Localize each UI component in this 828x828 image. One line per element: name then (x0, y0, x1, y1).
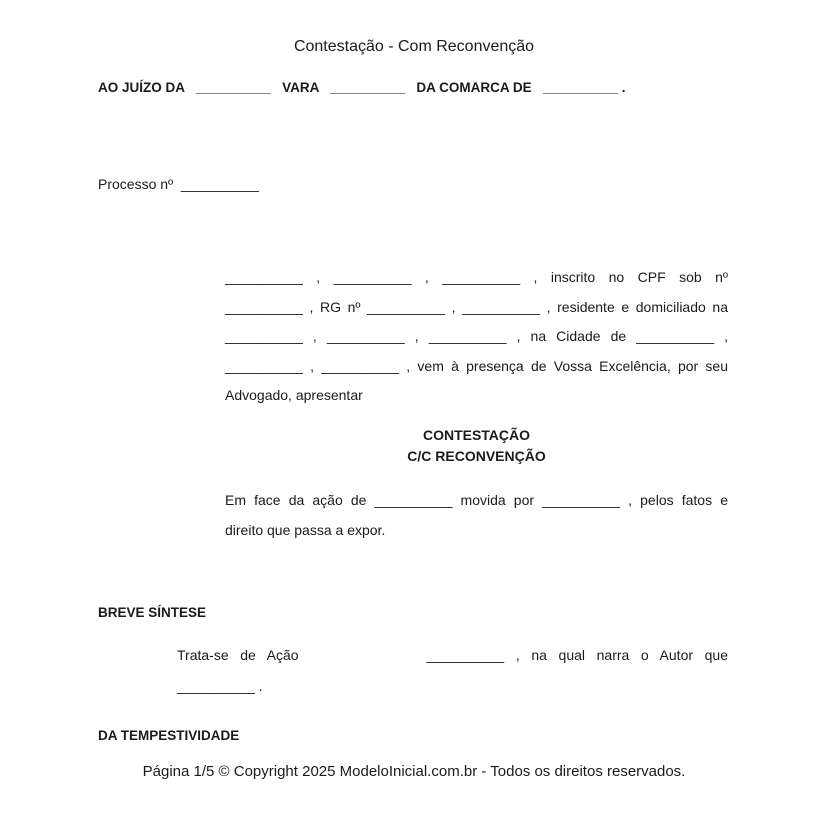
qualification-line: __________ , __________ , vem à presença de Vossa Excelência, por seu (225, 357, 728, 374)
intro-line: direito que passa a expor. (225, 522, 386, 538)
qualification-paragraph (225, 263, 728, 411)
contestation-heading (225, 425, 728, 467)
section-title-breve-sintese: BREVE SÍNTESE (98, 605, 207, 620)
process-number-line: Processo nº __________ (98, 176, 259, 192)
section-title-tempestividade: DA TEMPESTIVIDADE (98, 728, 240, 743)
breve-sintese-line: Trata-se de Ação __________ , na qual narra o Autor que (177, 647, 728, 663)
breve-sintese-line: __________ . (177, 678, 263, 694)
breve-sintese-paragraph (177, 640, 728, 702)
page-footer: Página 1/5 © Copyright 2025 ModeloInicial.com.br - Todos os direitos reservados. (142, 763, 686, 780)
qualification-line: __________ , __________ , __________ , na Cidade de __________ , (225, 328, 728, 344)
qualification-line: Advogado, apresentar (225, 387, 363, 403)
contestation-heading-line2: C/C RECONVENÇÃO (407, 448, 546, 464)
qualification-line: __________ , RG nº __________ , __________ , residente e domiciliado na (225, 298, 728, 315)
intro-line: Em face da ação de __________ movida por __________ , pelos fatos e (225, 492, 728, 508)
qualification-line: __________ , __________ , __________ , inscrito no CPF sob nº (225, 269, 728, 285)
contestation-heading-line1: CONTESTAÇÃO (422, 427, 531, 443)
document-title: Contestação - Com Reconvenção (293, 38, 535, 55)
court-address-line: AO JUÍZO DA __________ VARA __________ DA COMARCA DE __________ . (98, 80, 626, 95)
intro-paragraph (225, 485, 728, 545)
